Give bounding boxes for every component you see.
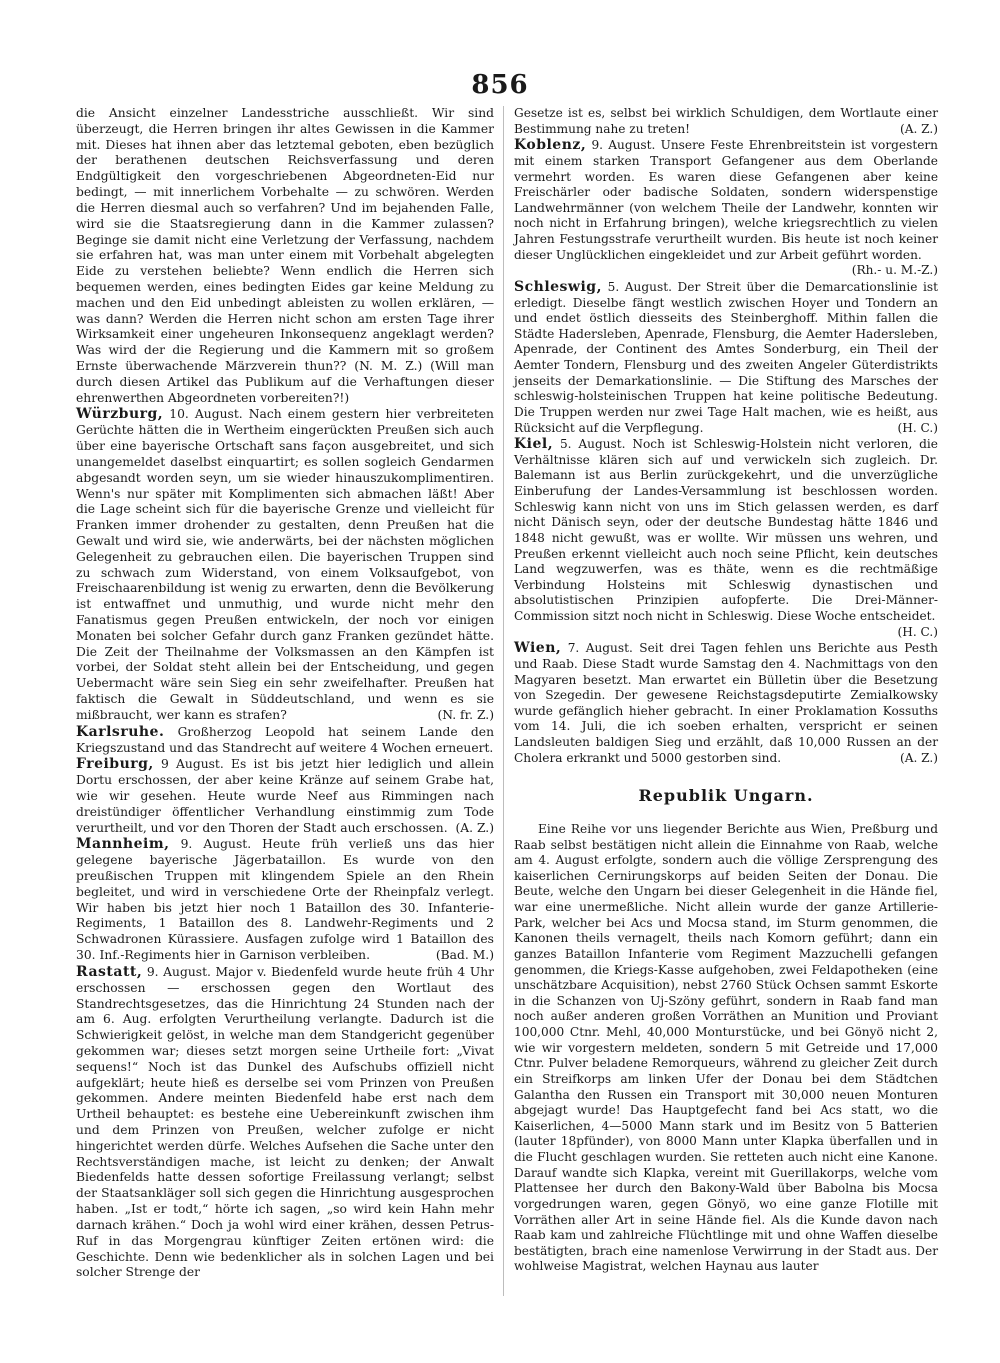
article-wuerzburg: [76, 407, 494, 723]
article-source: (A. Z.): [455, 820, 494, 835]
article-kiel: [514, 437, 938, 640]
article-source: (N. M. Z.) (Will man durch diesen Artikel das Publikum auf die Verhaftungen dieser ehrenwerthen Abgeordneten vorbereiten?!): [76, 359, 494, 405]
article-text: 10. August. Nach einem gestern hier verbreiteten Gerüchte hätten die in Wertheim eingerückten Preußen sich auch über eine bayerische Ortschaft sans façon ausgebreitet, und sich unangemeldet daselbst einquartirt; es sollen sogleich Gendarmen abgesandt worden seyn, um sie wieder hinauszukomplimentiren. Wenn's nur später mit Komplimenten sich abmachen läßt! Aber die Lage scheint sich für die bayerische Grenze und vielleicht für Franken immer drohender zu gestalten, denn Preußen hat die Gewalt und wird sie, wie anderwärts, bei der nächsten möglichen Gelegenheit zu gebrauchen eilen. Die bayerischen Truppen sind zu schwach zum Widerstand, von einem Volksaufgebot, von Freischaarenbildung ist wenig zu erwarten, denn die Bevölkerung ist entwaffnet und unmuthig, und wurde nicht mehr den Fanatismus gegen Preußen entwickeln, der noch vor einigen Monaten bei solcher Gefahr durch ganz Franken gezündet hätte. Die Zeit der Theilnahme der Volksmassen an den Kämpfen ist vorbei, der Soldat steht allein bei der Entscheidung, und gegen Uebermacht wäre sein Sieg ein sehr zweifelhafter. Preußen hat faktisch die Gewalt in Süddeutschland, und wenn es sie mißbraucht, wer kann es strafen?: [76, 407, 494, 722]
column-divider: [503, 106, 504, 1296]
article-karlsruhe: [76, 725, 494, 757]
article-mannheim: [76, 837, 494, 964]
article-source: (H. C.): [897, 420, 938, 435]
article-source: (Rh.- u. M.-Z.): [851, 263, 938, 278]
dateline: Würzburg,: [76, 406, 164, 423]
article-text: 9. August. Unsere Feste Ehrenbreitstein ist vorgestern mit einem starken Transport Gefangener aus dem Oberlande vermehrt worden. Es waren diese Gefangenen aber keine Freischärler oder badische Soldaten, sondern widerspenstige Landwehrmänner (von welchem Theile der Landwehr, konnten wir noch nicht in Erfahrung bringen), welche kriegsrechtlich zu vielen Jahren Festungsstrafe verurtheilt wurden. Bis heute ist noch keiner dieser Unglücklichen eingekleidet und zur Arbeit geführt worden.: [514, 138, 939, 262]
article-source: (H. C.): [897, 624, 938, 639]
article-text: Gesetze ist es, selbst bei wirklich Schuldigen, dem Wortlaute einer Bestimmung nahe zu treten!: [514, 106, 938, 136]
article-text: die Ansicht einzelner Landesstriche ausschließt. Wir sind überzeugt, die Herren bringen ihr altes Gewissen in die Kammer mit. Dieses hat ihnen aber das letztemal geboten, eben bezüglich der berathenen deutschen Reichsverfassung und deren Endgültigkeit den vorgeschriebenen Abgeordneten-Eid nur bedingt, — mit innerlichem Vorbehalte — zu schwören. Werden die Herren diesmal auch so verfahren? Und im bejahenden Falle, wird sie die Staatsregierung dann in die Kammer zulassen? Beginge sie damit nicht eine Verletzung der Verfassung, nachdem sie erfahren hat, was man unter einem mit Vorbehalt abgelegten Eide zu verstehen beliebte? Wenn endlich die Herren sich bequemen werden, eines bedingten Eides gar keine Meldung zu machen und den Eid unbedingt ableisten zu wollen erklären, — was dann? Werden die Herren nicht schon am ersten Tage ihrer Wirksamkeit einer ungeheuren Inkonsequenz angeklagt werden? Was wird der die Regierung und die Kammern mit so großem Ernste überwachende Märzverein thun??: [76, 106, 494, 373]
article-source: (N. fr. Z.): [437, 707, 494, 722]
article-text: 5. August. Der Streit über die Demarcationslinie ist erledigt. Dieselbe fängt westlich zwischen Hoyer und Tondern an und endet östlich diesseits des Steinberghoff. Mithin fallen die Städte Hadersleben, Apenrade, Flensburg, die Aemter Hadersleben, Apenrade, der Continent des Amtes Sonderburg, ein Theil der Aemter Tondern, Flensburg und des zweiten Angeler Güterdistrikts jenseits der Demarkationslinie. — Die Stiftung des Marsches der schleswig-holsteinischen Truppen hat keine politische Bedeutung. Die Truppen werden nur zwei Tage Halt machen, wie es heißt, aus Rücksicht auf die Verpflegung.: [514, 279, 939, 435]
dateline: Karlsruhe.: [76, 723, 165, 740]
right-column: [514, 106, 938, 1276]
article-text: 7. August. Seit drei Tagen fehlen uns Berichte aus Pesth und Raab. Diese Stadt wurde Samstag den 4. Nachmittags von den Magyaren besetzt. Man erwartet ein Bülletin über die Besetzung von Szegedin. Der gewesene Reichstagsdeputirte Zemialkowsky wurde gefänglich hieher gebracht. In einer Proklamation Kossuths vom 14. Juli, die ich soeben erhalten, verspricht er seinen Landsleuten baldigen Sieg und erzählt, daß 10,000 Russen an der Cholera erkrankt und 5000 gestorben sind.: [514, 641, 938, 765]
dateline: Freiburg,: [76, 756, 154, 773]
article-koblenz: [514, 138, 938, 279]
article-source: (A. Z.): [899, 121, 938, 136]
article-text: 9 August. Es ist bis jetzt hier lediglich und allein Dortu erschossen, der aber keine Kränze auf seinem Grabe hat, wie wir gesehen. Heute wurde Neef aus Rimmingen nach dreistündiger öffentlicher Verhandlung einstimmig zum Tode verurtheilt, und vor den Thoren der Stadt auch erschossen.: [76, 757, 494, 835]
article-opening: [76, 106, 494, 406]
dateline: Schleswig,: [514, 278, 602, 295]
article-text: 5. August. Noch ist Schleswig-Holstein nicht verloren, die Verhältnisse klären sich auf und verwickeln sich zugleich. Dr. Balemann ist aus Berlin zurückgekehrt, und die unverzügliche Einberufung der Landes-Versammlung ist beschlossen worden. Schleswig kann nicht von uns im Stich gelassen werden, es darf nicht Dänisch seyn, oder der deutsche Bundestag hätte 1846 und 1848 nicht gewußt, was er wollte. Wir müssen uns wehren, und Preußen erkennt vielleicht auch noch seine Pflicht, kein deutsches Land wegzuwerfen, was es thäte, wenn es die rechtmäßige Verbindung Holsteins mit Schleswig dynastischen und absolutistischen Prinzipien aufopferte. Die Drei-Männer-Commission sitzt noch nicht in Schleswig. Diese Woche entscheidet.: [514, 437, 938, 623]
left-column: [76, 106, 494, 1282]
article-text: Großherzog Leopold hat seinem Lande den Kriegszustand und das Standrecht auf weitere 4 Wochen erneuert.: [76, 724, 494, 755]
article-wien: [514, 641, 938, 766]
article-continuation: [514, 106, 938, 137]
section-body: Eine Reihe vor uns liegender Berichte aus Wien, Preßburg und Raab selbst bestätigen nicht allein die Einnahme von Raab, welche am 4. August erfolgte, sondern auch die völlige Zersprengung des kaiserlichen Cernirungskorps auf beiden Seiten der Donau. Die Beute, welche den Ungarn bei dieser Gelegenheit in die Hände fiel, war eine unermeßliche. Nicht allein wurde der ganze Artillerie-Park, welcher bei Acs und Mocsa stand, im Sturm genommen, die Kanonen theils vernagelt, theils nach Komorn geführt; dann ein ganzes Bataillon Infanterie vom Regiment Mazzuchelli gefangen genommen, die Kriegs-Kasse aufgehoben, zwei Feldapotheken (eine unschätzbare Acquisition), nebst 2760 Stück Ochsen sammt Eskorte in die Schanzen von Uj-Szöny geführt, sondern in Raab fand man noch außer anderen großen Vorräthen an Munition und Proviant 100,000 Ctnr. Mehl, 40,000 Monturstücke, und bei Gönyö nicht 2, wie wir vorgestern meldeten, sondern 5 mit Getreide und 17,000 Ctnr. Pulver beladene Remorqueurs, während zu gleicher Zeit durch ein Streifkorps am linken Ufer der Donau bei dem Städtchen Galantha den Russen ein Transport mit 30,000 neuen Monturen abgejagt wurde! Das Hauptgefecht fand bei Acs statt, wo die Kaiserlichen, 4—5000 Mann stark und im Besitz von 5 Batterien (lauter 18pfünder), von 8000 Mann unter Klapka überfallen und in die Flucht geschlagen wurden. Sie retteten auch nicht eine Kanone. Darauf wandte sich Klapka, vereint mit Guerillakorps, welche vom Plattensee her durch den Bakony-Wald über Babolna bis Mocsa vorgedrungen waren, gegen Gönyö, wo eine ganze Flotille mit Vorräthen aller Art in seine Hände fiel. Als die Kunde davon nach Raab kam und zahlreiche Flüchtlinge mit und ohne Waffen dieselbe bestätigten, brach eine namenlose Verwirrung in der Stadt aus. Der wohlweise Magistrat, welchen Haynau aus lauter: [514, 821, 938, 1274]
article-text: 9. August. Major v. Biedenfeld wurde heute früh 4 Uhr erschossen — erschossen gegen den Wortlaut des Standrechtsgesetzes, das die Hinrichtung 24 Stunden nach der am 6. Aug. erfolgten Verurtheilung verlangte. Dadurch ist die Schwierigkeit gelöst, in welche man dem Standgericht gegenüber gekommen war; dieses setzt morgen seine Urtheile fort: „Vivat sequens!“ Noch ist das Dunkel des Aufschubs offiziell nicht aufgeklärt; heute hieß es derselbe sei vom Prinzen von Preußen gekommen. Andere meinten Biedenfeld habe erst nach dem Urtheil behauptet: es bestehe eine Uebereinkunft zwischen ihm und dem Prinzen von Preußen, welcher zufolge er nicht hingerichtet werden dürfe. Welches Aufsehen die Sache unter den Rechtsverständigen mache, ist leicht zu denken; der Anwalt Biedenfelds hatte dessen sofortige Freilassung verlangt; selbst der Staatsankläger soll sich gegen die Hinrichtung ausgesprochen haben. „Ist er todt,“ hörte ich sagen, „so wird kein Hahn mehr darnach krähen.“ Doch ja wohl wird einer krähen, dessen Petrus-Ruf in das Morgengrau künftiger Zeiten ertönen wird: die Geschichte. Denn wie bedenklicher als in solchen Lagen und bei solcher Strenge der: [76, 964, 494, 1280]
article-source: (Bad. M.): [435, 948, 494, 963]
article-schleswig: [514, 280, 938, 436]
dateline: Wien,: [514, 640, 562, 657]
article-source: (A. Z.): [899, 750, 938, 765]
article-text: 9. August. Heute früh verließ uns das hier gelegene bayerische Jägerbataillon. Es wurde von den preußischen Truppen mit klingendem Spiele an den Rhein begleitet, und wird in verschiedene Orte der Rheinpfalz verlegt. Wir haben bis jetzt hier noch 1 Bataillon des 30. Infanterie-Regiments, 1 Bataillon des 8. Landwehr-Regiments und 2 Schwadronen Kürassiere. Ausfagen zufolge wird 1 Bataillon des 30. Inf.-Regiments hier in Garnison verbleiben.: [76, 837, 494, 963]
dateline: Rastatt,: [76, 963, 143, 980]
page-number: 856: [471, 70, 529, 100]
dateline: Mannheim,: [76, 836, 170, 853]
section-title: Republik Ungarn.: [638, 786, 814, 806]
dateline: Kiel,: [514, 436, 554, 453]
dateline: Koblenz,: [514, 137, 587, 154]
article-freiburg: [76, 757, 494, 836]
article-rastatt: [76, 965, 494, 1281]
